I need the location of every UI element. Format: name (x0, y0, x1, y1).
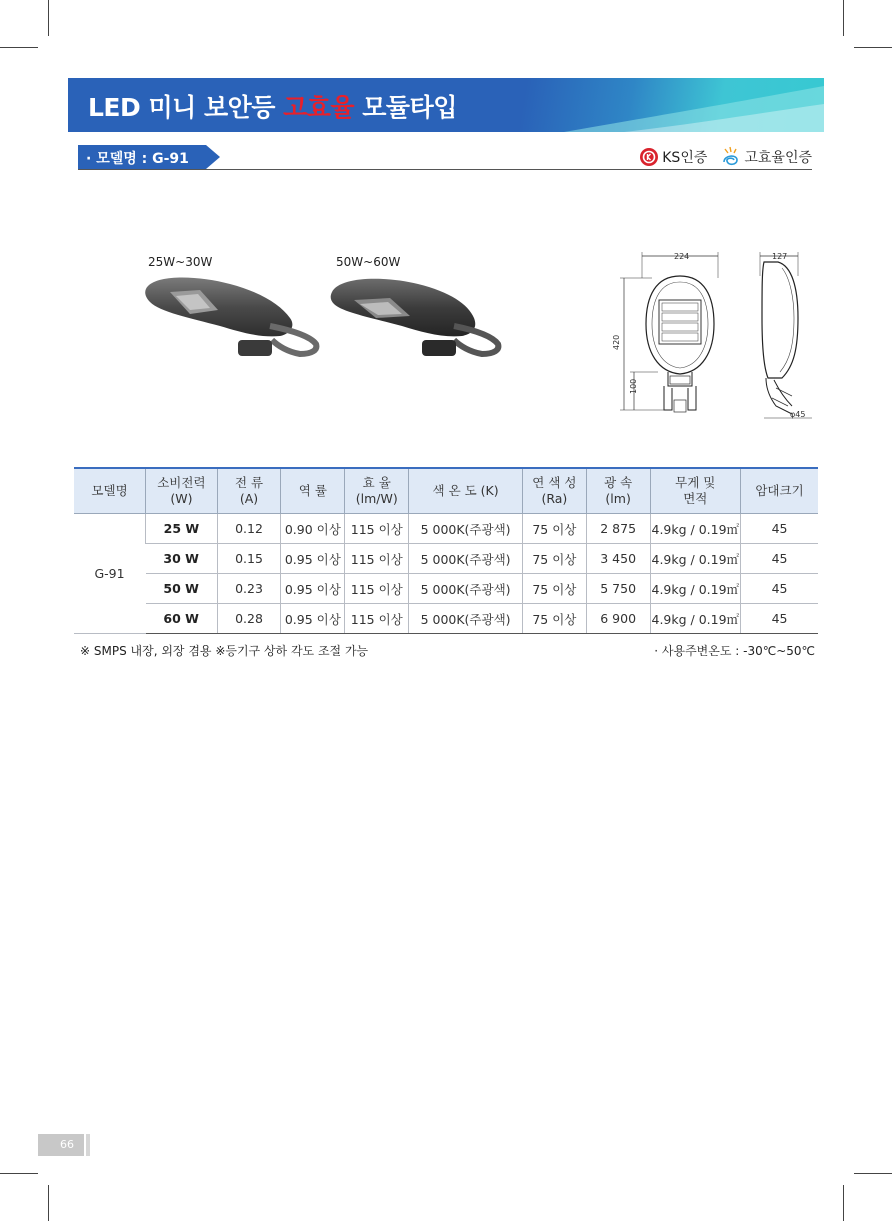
cell-color-temp: 5 000K(주광색) (409, 574, 523, 604)
title-highlight: 고효율 (283, 93, 355, 122)
cell-flux: 6 900 (586, 604, 650, 634)
header-arm-size: 암대크기 (741, 468, 818, 514)
header-model: 모델명 (74, 468, 146, 514)
ks-mark-icon (639, 147, 659, 167)
table-row (74, 514, 818, 544)
crop-mark (843, 0, 844, 36)
header-cri: 연 색 성 (Ra) (522, 468, 586, 514)
cell-power-factor: 0.95 이상 (281, 544, 345, 574)
high-efficiency-cert-label: 고효율인증 (744, 150, 812, 166)
cell-cri: 75 이상 (522, 544, 586, 574)
product-label-large: 50W~60W (336, 255, 401, 269)
cell-arm-size: 45 (741, 574, 818, 604)
dimension-drawing-side (752, 248, 822, 420)
page-number-bar (86, 1134, 90, 1156)
cell-power: 30 W (146, 544, 218, 574)
cell-power: 60 W (146, 604, 218, 634)
cell-weight-area: 4.9kg / 0.19㎡ (650, 544, 741, 574)
cell-weight-area: 4.9kg / 0.19㎡ (650, 514, 741, 544)
cell-current: 0.28 (217, 604, 281, 634)
cell-power: 50 W (146, 574, 218, 604)
cell-color-temp: 5 000K(주광색) (409, 604, 523, 634)
page-title: LED 미니 보안등 고효율 모듈타입 (88, 93, 457, 122)
cell-current: 0.23 (217, 574, 281, 604)
cell-flux: 2 875 (586, 514, 650, 544)
header-current: 전 류 (A) (217, 468, 281, 514)
cell-current: 0.15 (217, 544, 281, 574)
table-header-row (74, 468, 818, 514)
cell-color-temp: 5 000K(주광색) (409, 514, 523, 544)
cell-flux: 3 450 (586, 544, 650, 574)
certifications (639, 146, 812, 168)
cell-arm-size: 45 (741, 604, 818, 634)
lamp-photo-large (326, 270, 506, 365)
crop-mark (48, 1185, 49, 1221)
header-color-temp: 색 온 도 (K) (409, 468, 523, 514)
model-cell: G-91 (74, 514, 146, 634)
spec-table (74, 467, 818, 634)
title-banner (68, 78, 824, 132)
dim-front-height: 420 (612, 334, 621, 350)
cell-power-factor: 0.90 이상 (281, 514, 345, 544)
note-installation: ※ SMPS 내장, 외장 겸용 ※등기구 상하 각도 조절 가능 (80, 644, 369, 658)
table-row (74, 604, 818, 634)
page-number: 66 (38, 1134, 84, 1156)
dim-front-width: 224 (674, 252, 690, 261)
crop-mark (48, 0, 49, 36)
cell-efficiency: 115 이상 (345, 604, 409, 634)
high-efficiency-cert (721, 146, 812, 168)
header-power-factor: 역 률 (281, 468, 345, 514)
dimension-drawing-front (612, 248, 732, 420)
cell-weight-area: 4.9kg / 0.19㎡ (650, 604, 741, 634)
cell-power-factor: 0.95 이상 (281, 604, 345, 634)
product-label-small: 25W~30W (148, 255, 213, 269)
model-divider (78, 169, 812, 170)
header-efficiency: 효 율 (lm/W) (345, 468, 409, 514)
cell-power-factor: 0.95 이상 (281, 574, 345, 604)
table-row (74, 574, 818, 604)
ks-cert (639, 147, 707, 167)
cell-efficiency: 115 이상 (345, 574, 409, 604)
crop-mark (843, 1185, 844, 1221)
header-weight-area: 무게 및 면적 (650, 468, 741, 514)
header-flux: 광 속 (lm) (586, 468, 650, 514)
banner-wave-decoration (504, 78, 824, 132)
cell-current: 0.12 (217, 514, 281, 544)
note-temperature: · 사용주변온도 : -30℃~50℃ (654, 644, 815, 658)
cell-power: 25 W (146, 514, 218, 544)
model-name-tag (78, 145, 220, 169)
model-name-label: · 모델명 : G-91 (86, 151, 189, 167)
ks-cert-label: KS인증 (662, 150, 708, 166)
crop-mark (854, 1173, 892, 1174)
table-row (74, 544, 818, 574)
crop-mark (0, 47, 38, 48)
dim-front-bracket: 100 (629, 378, 638, 394)
cell-efficiency: 115 이상 (345, 544, 409, 574)
cell-arm-size: 45 (741, 514, 818, 544)
cell-weight-area: 4.9kg / 0.19㎡ (650, 574, 741, 604)
crop-mark (0, 1173, 38, 1174)
cell-color-temp: 5 000K(주광색) (409, 544, 523, 574)
cell-efficiency: 115 이상 (345, 514, 409, 544)
eco-mark-icon (721, 146, 741, 168)
cell-cri: 75 이상 (522, 574, 586, 604)
cell-cri: 75 이상 (522, 514, 586, 544)
lamp-photo-small (140, 270, 320, 365)
cell-cri: 75 이상 (522, 604, 586, 634)
cell-flux: 5 750 (586, 574, 650, 604)
cell-arm-size: 45 (741, 544, 818, 574)
dim-side-width: 127 (772, 252, 788, 261)
dim-side-pipe: φ45 (790, 410, 806, 419)
header-power: 소비전력 (W) (146, 468, 218, 514)
crop-mark (854, 47, 892, 48)
